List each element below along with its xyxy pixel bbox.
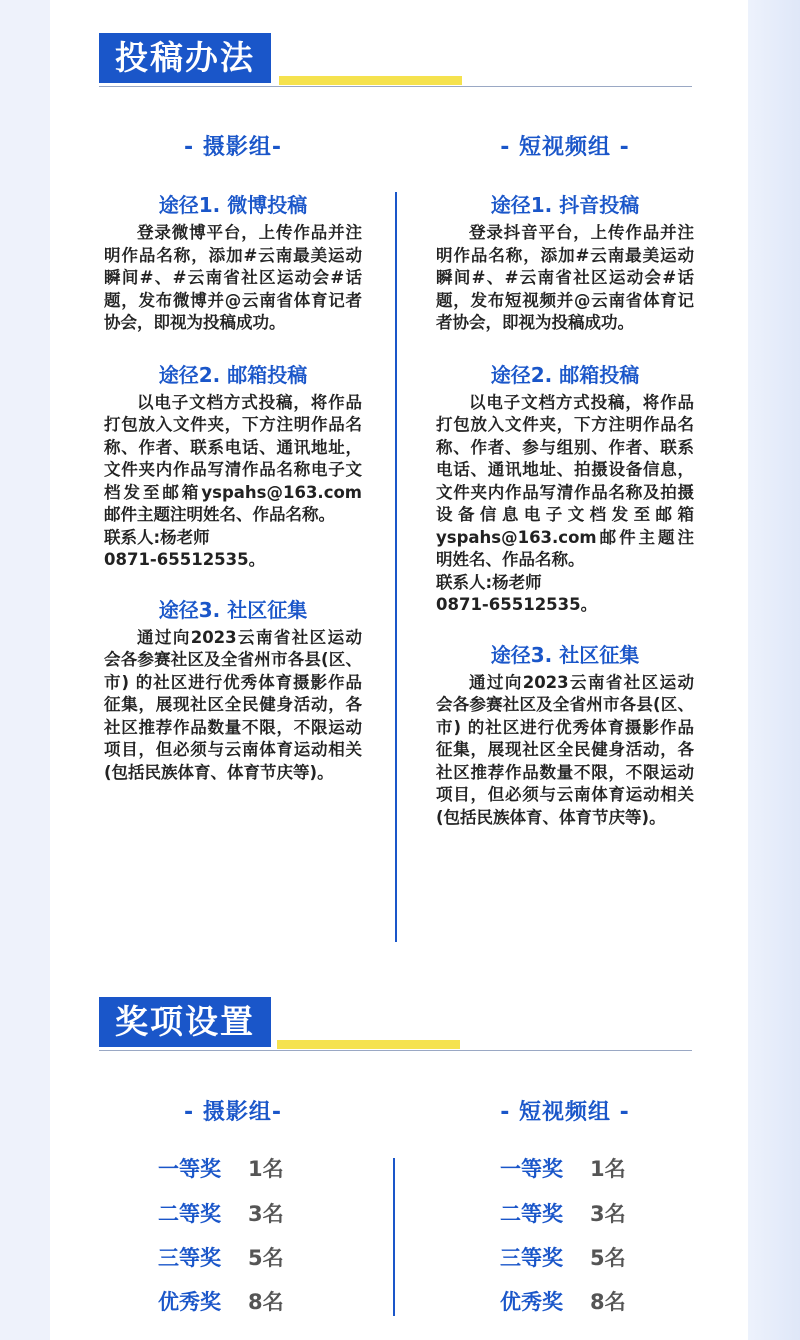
section-header-awards (99, 997, 692, 1057)
awards-video-title: - 短视频组 - (500, 1100, 630, 1125)
award-name: 三等奖 (500, 1246, 563, 1270)
award-count: 1名 (590, 1157, 626, 1181)
award-row (158, 1286, 358, 1316)
award-count: 5名 (590, 1246, 626, 1270)
section-header-submission (99, 33, 692, 93)
way-description: 以电子文档方式投稿，将作品打包放入文件夹，下方注明作品名称、作者、参与组别、作者、联系电话、通讯地址、拍摄设备信息，文件夹内作品写清作品名称及拍摄设备信息电子文档发至邮箱 yspahs@163.com邮件主题注明姓名、作品名称。 (436, 392, 694, 569)
way-title: 途径1. 抖音投稿 (490, 193, 640, 217)
photo-group-column (104, 130, 362, 784)
section-title: 奖项设置 (99, 997, 271, 1047)
contact-phone: 0871-65512535。 (436, 595, 598, 614)
awards-column-divider (393, 1158, 395, 1316)
award-row (158, 1153, 358, 1183)
award-name: 一等奖 (158, 1157, 221, 1181)
way-title: 途径3. 社区征集 (158, 597, 308, 622)
award-row (500, 1198, 700, 1228)
way-description: 通过向2023云南省社区运动会各参赛社区及全省州市各县(区、市) 的社区进行优秀体育摄影作品征集，展现社区全民健身活动，各社区推荐作品数量不限，不限运动项目，但必须与云南体育运动相关 (包括民族体育、体育节庆等)。 (436, 672, 694, 827)
award-name: 优秀奖 (500, 1290, 563, 1314)
award-name: 一等奖 (500, 1157, 563, 1181)
way-description: 通过向2023云南省社区运动会各参赛社区及全省州市各县(区、市) 的社区进行优秀体育摄影作品征集，展现社区全民健身活动，各社区推荐作品数量不限，不限运动项目，但必须与云南体育运动相关 (包括民族体育、体育节庆等)。 (104, 627, 362, 782)
column-divider (395, 192, 397, 942)
award-row (158, 1242, 358, 1272)
group-title: - 摄影组- (184, 135, 282, 160)
award-row (500, 1286, 700, 1316)
right-margin (748, 0, 800, 1340)
section-divider-line (99, 86, 692, 87)
contact-person: 联系人:杨老师 (104, 527, 210, 547)
title-highlight-bar (279, 76, 462, 85)
awards-photo-title: - 摄影组- (184, 1100, 282, 1125)
section-title: 投稿办法 (99, 33, 271, 83)
award-count: 5名 (248, 1246, 284, 1270)
award-name: 优秀奖 (158, 1290, 221, 1314)
award-name: 二等奖 (158, 1202, 221, 1226)
title-highlight-bar (277, 1040, 460, 1049)
left-margin (0, 0, 50, 1340)
award-name: 二等奖 (500, 1202, 563, 1226)
group-title: - 短视频组 - (500, 135, 630, 160)
way-description: 登录微博平台，上传作品并注明作品名称，添加#云南最美运动瞬间#、#云南省社区运动会#话题，发布微博并@云南省体育记者协会，即视为投稿成功。 (104, 223, 362, 332)
way-title: 途径3. 社区征集 (490, 642, 640, 667)
way-title: 途径2. 邮箱投稿 (158, 362, 308, 387)
section-divider-line (99, 1050, 692, 1051)
contact-person: 联系人:杨老师 (436, 572, 542, 592)
award-name: 三等奖 (158, 1246, 221, 1270)
award-count: 1名 (248, 1157, 284, 1181)
award-count: 3名 (590, 1202, 626, 1226)
way-title: 途径1. 微博投稿 (158, 193, 308, 217)
award-count: 8名 (590, 1290, 626, 1314)
award-count: 3名 (248, 1202, 284, 1226)
contact-phone: 0871-65512535。 (104, 550, 266, 569)
award-count: 8名 (248, 1290, 284, 1314)
way-title: 途径2. 邮箱投稿 (490, 362, 640, 387)
award-row (500, 1242, 700, 1272)
way-description: 以电子文档方式投稿，将作品打包放入文件夹，下方注明作品名称、作者、联系电话、通讯地址，文件夹内作品写清作品名称电子文档发至邮箱yspahs@163.com邮件主题注明姓名、作品名称。 (104, 392, 362, 524)
video-group-column (436, 130, 694, 829)
award-row (158, 1198, 358, 1228)
award-row (500, 1153, 700, 1183)
way-description: 登录抖音平台，上传作品并注明作品名称，添加#云南最美运动瞬间#、#云南省社区运动会#话题，发布短视频并@云南省体育记者协会，即视为投稿成功。 (436, 223, 694, 332)
